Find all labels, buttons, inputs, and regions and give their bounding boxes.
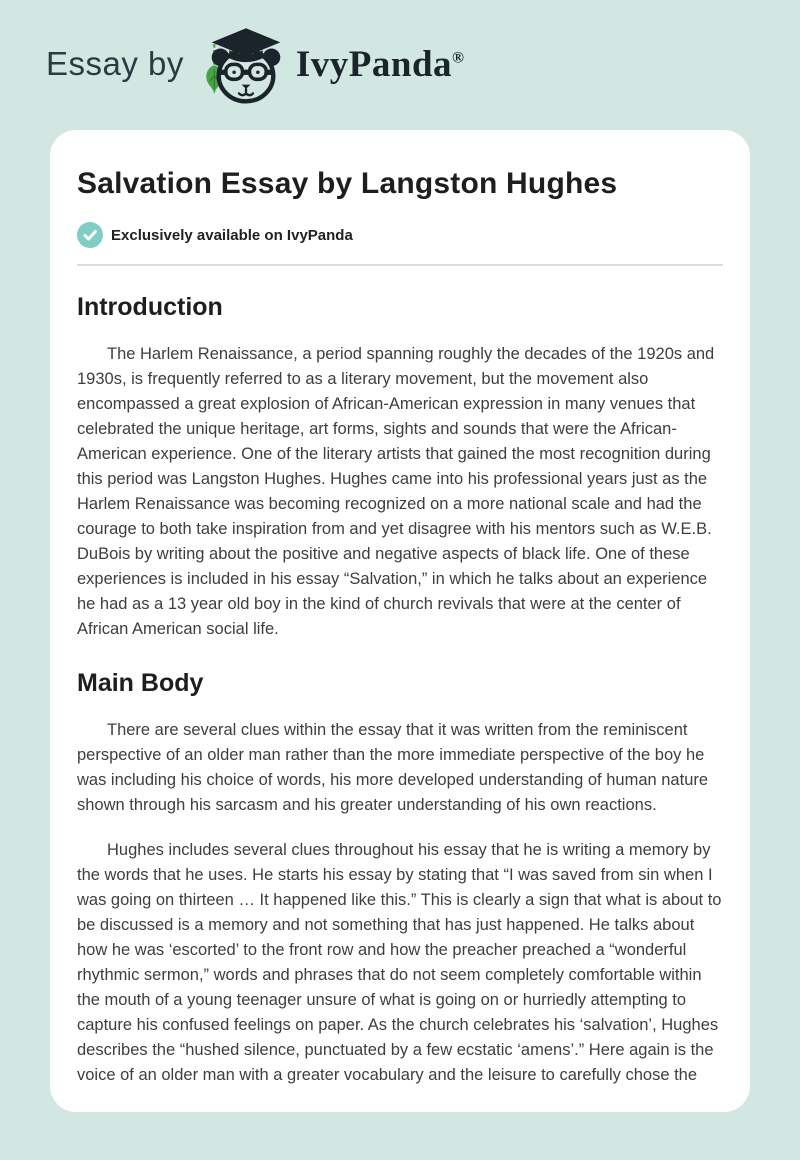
exclusive-badge-label: Exclusively available on IvyPanda bbox=[111, 226, 353, 244]
divider bbox=[77, 264, 723, 266]
essay-by-label: Essay by bbox=[46, 45, 184, 82]
brand-text: IvyPanda bbox=[295, 43, 453, 85]
exclusive-badge bbox=[77, 222, 723, 248]
panda-graduate-icon bbox=[202, 23, 290, 111]
ivypanda-logo bbox=[202, 17, 465, 111]
main-body-paragraph-2: Hughes includes several clues throughout his essay that he is writing a memory by the words that he uses. He starts his essay by stating that “I was saved from sin when I was going on thirteen … It happened like this.” This is clearly a sign that what is about to be discussed is a memory and not something that has just happened. He talks about how he was ‘escorted’ to the front row and how the preacher preached a “wonderful rhythmic sermon,” words and phrases that do not seem completely comfortable within the mouth of a young teenager unsure of what is going on or hurriedly attempting to capture his confused feelings on paper. As the church celebrates his ‘salvation’, Hughes describes the “hushed silence, punctuated by a few ecstatic ‘amens’.” Here again is the voice of an older man with a greater vocabulary and the leisure to carefully chose the bbox=[77, 841, 722, 1084]
introduction-paragraph: The Harlem Renaissance, a period spanning roughly the decades of the 1920s and 1930s, is frequently referred to as a literary movement, but the movement also encompassed a great explosion of African-American expression in many venues that celebrated the unique heritage, art forms, sights and sounds that were the African-American experience. One of the literary artists that gained the most recognition during this period was Langston Hughes. Hughes came into his professional years just as the Harlem Renaissance was becoming recognized on a more national scale and had the courage to both take inspiration from and yet disagree with his mentors such as W.E.B. DuBois by writing about the positive and negative aspects of black life. One of these experiences is included in his essay “Salvation,” in which he talks about an experience he had as a 13 year old boy in the kind of church revivals that were at the center of African American social life. bbox=[77, 345, 715, 638]
main-body-heading: Main Body bbox=[77, 669, 204, 697]
main-body-paragraph-1: There are several clues within the essay that it was written from the reminiscent perspective of an older man rather than the more immediate perspective of the boy he was including his choice of words, his more developed understanding of human nature shown through his sarcasm and his greater understanding of his own reactions. bbox=[77, 721, 709, 814]
check-icon bbox=[77, 222, 103, 248]
section-introduction bbox=[77, 292, 723, 642]
introduction-heading: Introduction bbox=[77, 293, 223, 321]
header bbox=[0, 0, 800, 96]
essay-title: Salvation Essay by Langston Hughes bbox=[77, 167, 618, 200]
ivypanda-wordmark bbox=[296, 43, 465, 86]
essay-card bbox=[50, 130, 750, 1112]
registered-trademark: ® bbox=[452, 49, 465, 67]
section-main-body bbox=[77, 668, 723, 1088]
